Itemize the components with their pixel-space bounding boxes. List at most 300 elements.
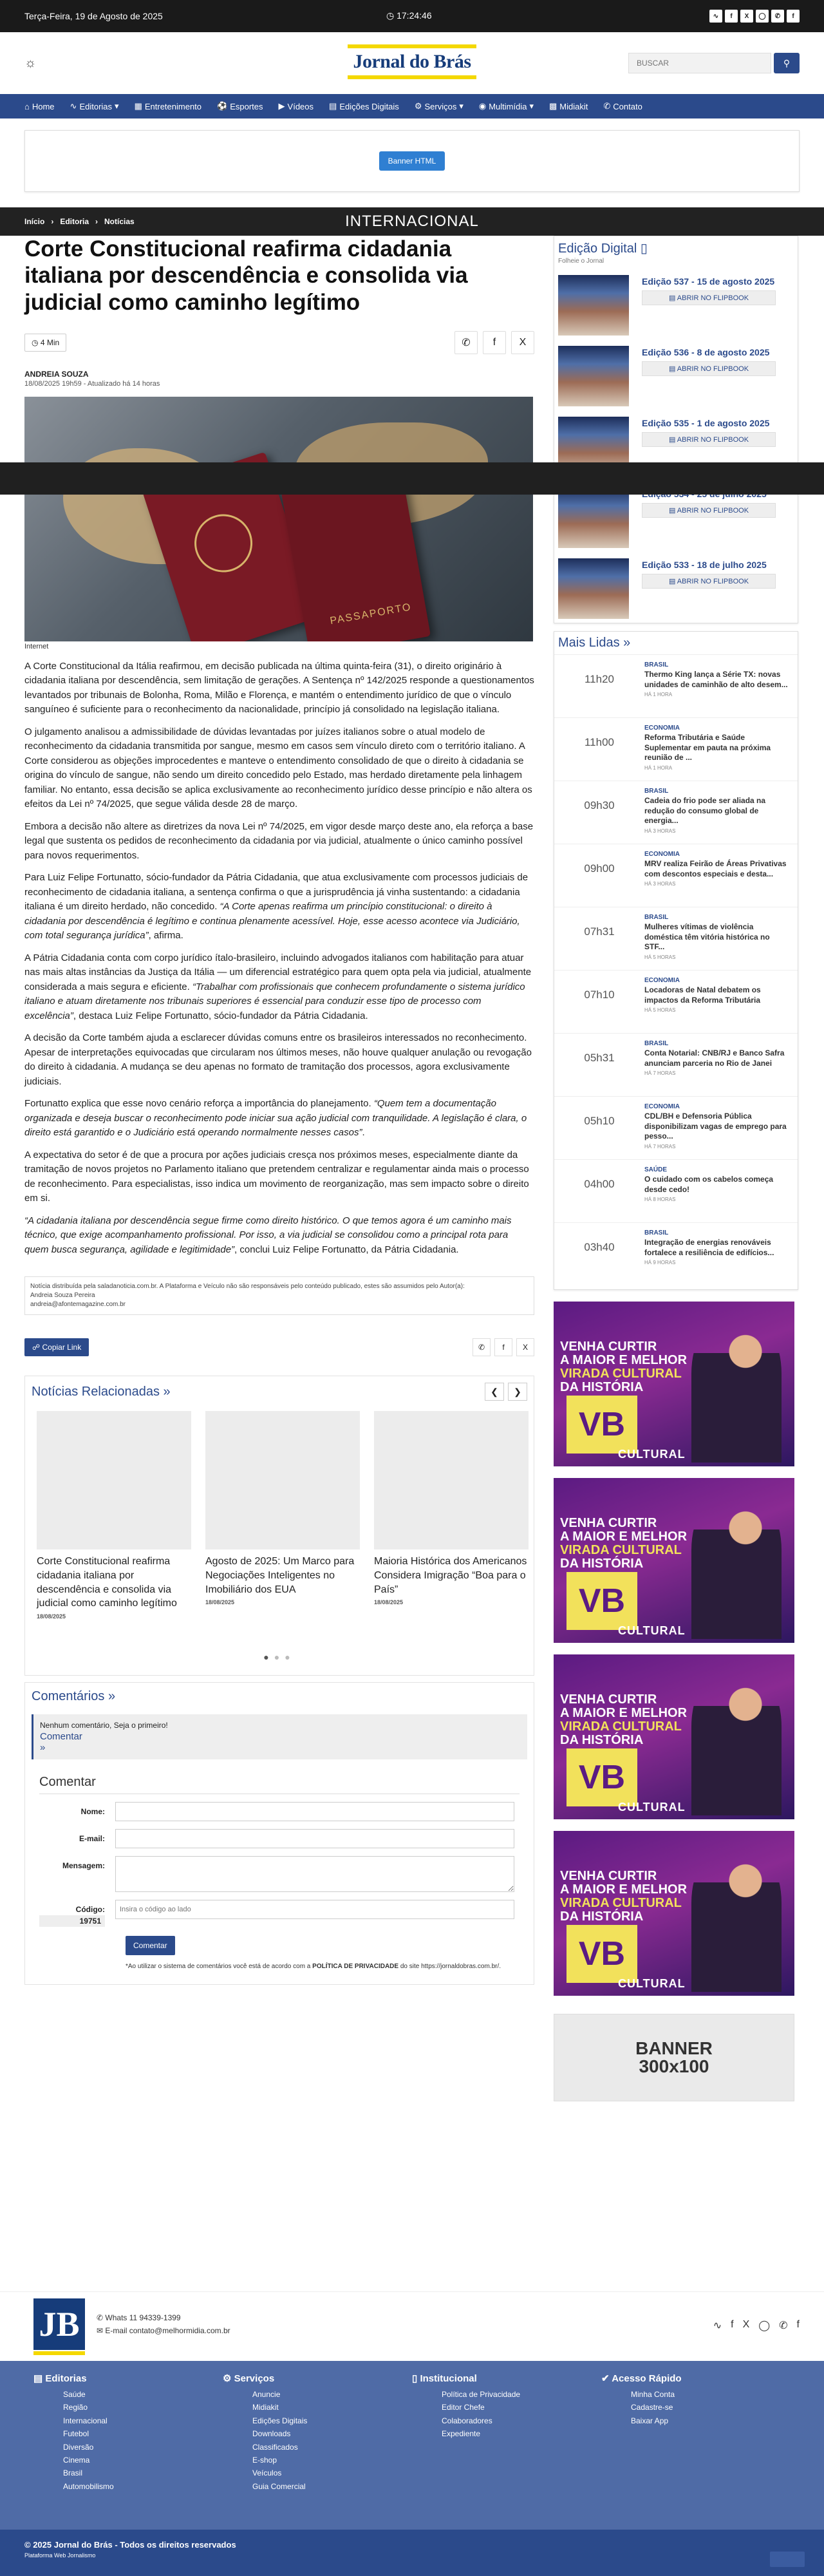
footer-link[interactable]: Baixar App <box>631 2416 669 2425</box>
email-field[interactable] <box>115 1829 514 1848</box>
facebook-share-icon[interactable]: f <box>494 1338 512 1356</box>
nav-videos[interactable] <box>279 101 314 111</box>
x-share-icon[interactable]: X <box>511 331 534 354</box>
nav-label: Multimídia <box>489 101 527 111</box>
banner-line: VIRADA CULTURAL <box>560 1367 682 1381</box>
caret-down-icon: ▾ <box>115 101 119 111</box>
news-time: 07h10 <box>584 989 615 1001</box>
banner-singer <box>691 1314 782 1463</box>
whatsapp-share-icon[interactable]: ✆ <box>473 1338 491 1356</box>
edition-item[interactable] <box>558 346 794 406</box>
card-date: 18/08/2025 <box>37 1613 66 1620</box>
banner-headline <box>560 1340 702 1394</box>
article-title: Corte Constitucional reafirma cidadania italiana por descendência e consolida via judicial como caminho legítimo <box>24 236 468 315</box>
footer-link[interactable]: Política de Privacidade <box>442 2390 521 2399</box>
footer-col-icon: ▤ <box>33 2373 43 2384</box>
footer-link[interactable]: Automobilismo <box>63 2481 114 2491</box>
link-icon: ☍ <box>32 1343 41 1352</box>
edicao-subtitle: Folheie o Jornal <box>558 258 604 265</box>
comment-form <box>39 1775 520 1971</box>
privacy-text: *Ao utilizar o sistema de comentários você está de acordo com a <box>126 1962 313 1970</box>
card-thumbnail <box>205 1411 360 1549</box>
footer-column-title <box>33 2372 223 2384</box>
article-paragraph: O julgamento analisou a admissibilidade de dúvidas levantadas por juízes italianos sobre o atual modelo de reconhecimento da cidadania transmitida por sangue, mesmo em casos sem vínculo direto com o território italiano. A Corte considerou as objeções improcedentes e manteve o entendimento consolidado de que o direito à cidadania se origina do vínculo de sangue, não sendo um direito concedido pelo Estado, mas herdado diretamente pela linhagem familiar. No entanto, essa decisão se aplica exclusivamente ao reconhecimento jurídico desse princípio e não altera os efeitos da Lei nº 74/2025, que segue válida desde 28 de março. <box>24 726 532 810</box>
facebook-f-icon[interactable]: f <box>787 10 800 23</box>
facebook-f-icon[interactable]: f <box>796 2319 800 2330</box>
carousel-dots[interactable]: ●●● <box>263 1651 295 1662</box>
footer-link[interactable]: Saúde <box>63 2390 86 2399</box>
article-paragraph: A decisão da Corte também ajuda a esclarecer dúvidas comuns entre os brasileiros interessados no reconhecimento. Apesar de interpretações equivocadas que circularam nos últimos meses, não houve qualquer anulação ou revogação do direito à cidadania. A mudança se deu apenas no formato de tramitação dos processos, agora exclusivamente judiciais. <box>24 1032 532 1087</box>
news-body <box>644 788 798 837</box>
comments-header <box>32 1689 527 1704</box>
flipbook-label: ABRIR NO FLIPBOOK <box>677 436 749 444</box>
privacy-link[interactable]: POLÍTICA DE PRIVACIDADE <box>312 1962 399 1970</box>
news-body <box>644 1040 798 1090</box>
edition-name: Edição 535 - 1 de agosto 2025 <box>642 418 770 428</box>
comment-link[interactable]: Comentar » <box>40 1731 521 1753</box>
edition-cover <box>558 488 629 548</box>
banner300-line: BANNER <box>635 2038 713 2058</box>
edition-text <box>642 275 794 305</box>
news-headline: MRV realiza Feirão de Áreas Privativas com descontos especiais e desta... <box>644 859 787 878</box>
promo-banner[interactable] <box>554 1302 794 1466</box>
footer-col-icon: ▯ <box>412 2373 418 2384</box>
whatsapp-icon[interactable]: ✆ <box>771 10 784 23</box>
breadcrumb-noticias[interactable]: Notícias <box>104 217 135 226</box>
edition-cover <box>558 558 629 619</box>
breadcrumb <box>24 217 135 226</box>
banner-line: VIRADA CULTURAL <box>560 1719 682 1734</box>
mais-lidas-title-text: Mais Lidas <box>558 636 620 650</box>
footer-col-title-text: Acesso Rápido <box>612 2373 682 2384</box>
nav-label: Entretenimento <box>144 101 202 111</box>
article-paragraph: A Corte Constitucional da Itália reafirmou, em decisão publicada na última quinta-feira (31), o direito originário à cidadania italiana por descendência, sem limitação de gerações. A Sentença nº 142/2025 responde a questionamentos levantados por tribunais de Bolonha, Roma, Milão e Florença, e mantém o entendimento jurídico de que o vínculo sanguíneo é suficiente para o reconhecimento da nacionalidade, princípio já consolidado na legislação italiana. <box>24 660 534 715</box>
footer-column-title <box>223 2372 412 2384</box>
banner-logo: VB <box>566 1748 637 1806</box>
privacy-note <box>126 1962 520 1971</box>
footer-link[interactable]: Midiakit <box>252 2403 279 2412</box>
news-headline: Mulheres vítimas de violência doméstica têm vitória histórica no STF... <box>644 922 770 952</box>
news-body <box>644 1229 798 1279</box>
news-body <box>644 977 798 1027</box>
notice-text: Notícia distribuída pela saladanoticia.com.br. A Plataforma e Veículo não são responsáveis pelo conteúdo publicado, estes são assumidos pelo Autor(a): <box>30 1283 465 1291</box>
x-share-icon[interactable]: X <box>516 1338 534 1356</box>
news-time: 05h10 <box>584 1115 615 1127</box>
nav-editorias[interactable] <box>70 101 119 111</box>
comment-link-label: Comentar <box>40 1730 82 1742</box>
mais-lidas-title: Mais Lidas » <box>558 636 631 650</box>
submit-comment-button[interactable]: Comentar <box>126 1936 175 1955</box>
distribution-notice <box>24 1276 534 1315</box>
mais-lidas-item[interactable] <box>554 844 798 907</box>
article-meta-row <box>24 331 534 354</box>
section-title: INTERNACIONAL <box>345 213 479 230</box>
breadcrumb-sep: › <box>51 217 54 226</box>
nav-label: Editorias <box>79 101 113 111</box>
card-thumbnail <box>374 1411 529 1549</box>
flipbook-button[interactable]: ▤ ABRIR NO FLIPBOOK <box>642 432 776 447</box>
footer-link[interactable]: Brasil <box>63 2468 83 2478</box>
facebook-icon[interactable]: f <box>725 10 738 23</box>
nav-edicoes[interactable] <box>329 101 399 111</box>
edition-item[interactable] <box>558 275 794 336</box>
related-header <box>32 1383 527 1401</box>
nav-label: Vídeos <box>287 101 314 111</box>
carousel-prev-icon[interactable]: ❮ <box>485 1383 504 1401</box>
search-icon: ⚲ <box>783 57 791 68</box>
banner-brand: CULTURAL <box>618 1448 686 1461</box>
edition-text <box>642 558 794 589</box>
current-date: Terça-Feira, 19 de Agosto de 2025 <box>24 11 163 21</box>
mais-lidas-item[interactable] <box>554 1096 798 1159</box>
passport-text: PASSAPORTO <box>329 601 413 627</box>
footer-link[interactable]: Cadastre-se <box>631 2403 673 2412</box>
text-span: A Pátria Cidadania conta com corpo jurídico ítalo-brasileiro, incluindo advogados italianos com habilitação para atuar nas mais altas instâncias da Justiça da Itália — um diferencial estratégico para quem opta pela via judicial, atualmente considerada a mais segura e eficiente. <box>24 952 532 992</box>
text-span: Fortunatto explica que esse novo cenário reforça a importância do planejamento. <box>24 1098 374 1110</box>
edition-item[interactable] <box>558 558 794 619</box>
text-span: , afirma. <box>148 930 183 942</box>
search-input[interactable] <box>628 53 771 73</box>
read-time: 4 Min <box>40 337 60 347</box>
footer-whats <box>97 2311 230 2324</box>
rss-icon[interactable]: ∿ <box>713 2320 722 2331</box>
edicao-title-text: Edição Digital <box>558 242 637 256</box>
logo-bar-bottom <box>348 75 476 79</box>
film-icon: ▦ <box>134 101 142 111</box>
news-body <box>644 851 798 900</box>
footer-link[interactable]: E-shop <box>252 2455 277 2465</box>
copyright-text: © 2025 Jornal do Brás - Todos os direitos reservados <box>24 2540 236 2550</box>
news-headline: Locadoras de Natal debatem os impactos da Reforma Tributária <box>644 985 761 1005</box>
nav-entretenimento[interactable] <box>135 101 201 111</box>
site-header <box>0 32 824 94</box>
news-body <box>644 661 798 711</box>
news-body <box>644 1103 798 1153</box>
footer-link[interactable]: Edições Digitais <box>252 2416 308 2425</box>
sidebar <box>554 236 798 2101</box>
top-social-links <box>709 10 800 23</box>
email-text: E-mail contato@melhormidia.com.br <box>105 2326 230 2336</box>
card-title: Maioria Histórica dos Americanos Considera Imigração “Boa para o País” <box>374 1556 527 1595</box>
edition-text <box>642 417 794 447</box>
news-time: 11h00 <box>584 736 614 748</box>
card-title: Agosto de 2025: Um Marco para Negociações Inteligentes no Imobiliário dos EUA <box>205 1556 355 1595</box>
footer-columns <box>33 2372 791 2493</box>
share-buttons <box>454 331 534 354</box>
flipbook-label: ABRIR NO FLIPBOOK <box>677 294 749 302</box>
footer-logo[interactable]: JB <box>33 2298 85 2350</box>
mais-lidas-item[interactable] <box>554 717 798 781</box>
top-bar <box>0 0 824 32</box>
mais-lidas-item[interactable] <box>554 970 798 1033</box>
article-paragraph <box>24 1097 534 1141</box>
footer-col-title-text: Serviços <box>234 2373 275 2384</box>
code-label <box>39 1900 115 1927</box>
edition-text <box>642 346 794 376</box>
nav-label: Esportes <box>230 101 263 111</box>
nav-esportes[interactable] <box>217 101 263 111</box>
back-to-top-button[interactable] <box>770 2552 805 2567</box>
news-category: ECONOMIA <box>644 977 680 984</box>
article-body <box>24 659 534 1258</box>
edicao-title <box>558 240 794 256</box>
related-card[interactable] <box>374 1411 529 1619</box>
footer-link[interactable]: Expediente <box>442 2429 481 2439</box>
rss-icon[interactable]: ∿ <box>709 10 722 23</box>
site-logo[interactable] <box>348 39 476 85</box>
copy-link-label: Copiar Link <box>42 1343 82 1352</box>
banner300-line: 300x100 <box>639 2056 709 2076</box>
footer-link[interactable]: Veículos <box>252 2468 282 2478</box>
footer-link[interactable]: Anuncie <box>252 2390 281 2399</box>
mais-lidas-item[interactable] <box>554 1159 798 1222</box>
flipbook-label: ABRIR NO FLIPBOOK <box>677 365 749 373</box>
footer-col-title-text: Institucional <box>420 2373 477 2384</box>
article-date: 18/08/2025 19h59 - Atualizado há 14 horas <box>24 379 160 388</box>
form-row <box>39 1856 520 1892</box>
news-category: SAÚDE <box>644 1166 668 1173</box>
article-paragraph <box>24 951 534 1024</box>
banner-line: VENHA CURTIR <box>560 1340 657 1354</box>
related-news <box>24 1376 534 1675</box>
clock-icon: ◷ <box>32 337 39 347</box>
mais-lidas-item[interactable] <box>554 1222 798 1285</box>
edition-name: Edição 537 - 15 de agosto 2025 <box>642 276 775 287</box>
privacy-text: do site https://jornaldobras.com.br/. <box>398 1962 501 1970</box>
ball-icon: ⚽ <box>217 101 228 111</box>
nav-label: Contato <box>613 101 642 111</box>
footer-column-title <box>412 2372 601 2384</box>
instagram-icon[interactable]: ◯ <box>758 2320 771 2331</box>
related-cards <box>32 1411 527 1619</box>
no-comments-box <box>32 1714 527 1759</box>
news-ago: HÁ 7 HORAS <box>644 1143 676 1150</box>
code-label-text: Código: <box>75 1904 105 1914</box>
edition-name: Edição 536 - 8 de agosto 2025 <box>642 347 770 357</box>
news-body <box>644 1166 798 1216</box>
mail-icon: ✉ <box>97 2326 104 2336</box>
nav-label: Serviços <box>424 101 457 111</box>
phone-icon: ✆ <box>603 101 611 111</box>
banner-singer <box>691 1667 782 1815</box>
promo-banner[interactable] <box>554 1654 794 1819</box>
article-paragraph: A expectativa do setor é de que a procura por ações judiciais cresça nos próximos meses, especialmente diante da tramitação de novos projetos no Parlamento italiano que pretendem centralizar e regulamentar ainda mais o processo de reconhecimento. Para especialistas, isso indica um movimento de reorganização, mas sem impacto sobre o direito em si. <box>24 1149 529 1204</box>
news-headline: O cuidado com os cabelos começa desde cedo! <box>644 1175 774 1194</box>
promo-banner[interactable] <box>554 1478 794 1643</box>
related-title-text: Notícias Relacionadas <box>32 1384 160 1399</box>
flipbook-button[interactable]: ▤ ABRIR NO FLIPBOOK <box>642 290 776 305</box>
banner-line: DA HISTÓRIA <box>560 1733 644 1747</box>
quote: “Quem tem a documentação organizada e deseja buscar o reconhecimento pode iniciar sua ação judicial com tranquilidade. A legislação é clara, o direito está garantido e o Judiciário está operando normalmente nesses casos” <box>24 1098 527 1139</box>
banner-300x100[interactable] <box>554 2014 794 2101</box>
bottom-share-buttons <box>473 1338 534 1356</box>
quote: “Trabalhar com profissionais que conhecem profundamente o sistema jurídico italiano e atuam diretamente nos tribunais superiores é essencial para conduzir esse tipo de processo com excelência” <box>24 981 525 1021</box>
mais-lidas-item[interactable] <box>554 1033 798 1096</box>
read-time-badge <box>24 334 66 352</box>
banner-line: VIRADA CULTURAL <box>560 1543 682 1557</box>
edition-name: Edição 533 - 18 de julho 2025 <box>642 560 767 570</box>
search-button[interactable] <box>774 53 800 73</box>
email-label: E-mail: <box>79 1833 105 1843</box>
text-span: , conclui Luiz Felipe Fortunatto, da Pátria Cidadania. <box>234 1244 459 1255</box>
footer-col-icon: ✔ <box>601 2373 610 2384</box>
quote: “A cidadania italiana por descendência segue firme como direito histórico. O que temos agora é um caminho mais técnico, que exige acompanhamento profissional. Por isso, a via judicial se consolidou como a principal rota para quem busca segurança, agilidade e legitimidade” <box>24 1215 512 1255</box>
article-paragraph: Embora a decisão não altere as diretrizes da nova Lei nº 74/2025, em vigor desde março deste ano, ela reforça a base legal que sustenta os pedidos de reconhecimento da cidadania por via judicial, atualmente o único caminho possível para novos requerimentos. <box>24 820 534 861</box>
flipbook-button[interactable]: ▤ ABRIR NO FLIPBOOK <box>642 503 776 518</box>
comments-title: Comentários » <box>32 1689 116 1703</box>
newspaper-icon: ▤ <box>329 101 337 111</box>
news-ago: HÁ 5 HORAS <box>644 954 676 960</box>
main-nav <box>0 94 824 118</box>
news-category: ECONOMIA <box>644 1103 680 1110</box>
message-field[interactable] <box>115 1856 514 1892</box>
form-row <box>39 1829 520 1848</box>
banner-line: VENHA CURTIR <box>560 1516 657 1530</box>
footer-link[interactable]: Downloads <box>252 2429 291 2439</box>
banner-headline <box>560 1693 702 1747</box>
whatsapp-icon[interactable]: ✆ <box>779 2320 788 2331</box>
nav-midiakit[interactable] <box>549 101 588 111</box>
banner-line: A MAIOR E MELHOR <box>560 1882 688 1897</box>
gear-icon: ⚙ <box>414 101 422 111</box>
news-time: 07h31 <box>584 925 615 938</box>
text-span: Para Luiz Felipe Fortunatto, sócio-fundador da Pátria Cidadania, que atua exclusivamente com processos judiciais de reconhecimento de cidadania italiana, a sentença confirma o que a jurisprudência já vinha sustentando: a cidadania italiana é um direito herdado, não concedido. <box>24 872 529 913</box>
current-time: 17:24:46 <box>397 10 432 21</box>
captcha-code: 19751 <box>39 1915 105 1927</box>
banner-headline <box>560 1870 702 1924</box>
news-ago: HÁ 9 HORAS <box>644 1260 676 1266</box>
x-icon[interactable]: X <box>740 10 753 23</box>
facebook-share-icon[interactable]: f <box>483 331 506 354</box>
news-headline: CDL/BH e Defensoria Pública disponibilizam vagas de emprego para pesso... <box>644 1112 787 1141</box>
banner-brand: CULTURAL <box>618 1624 686 1637</box>
flipbook-button[interactable]: ▤ ABRIR NO FLIPBOOK <box>642 574 776 589</box>
passport-emblem-icon <box>187 507 259 580</box>
nav-home[interactable] <box>24 102 55 111</box>
article-photo <box>24 397 533 641</box>
footer-link[interactable]: Guia Comercial <box>252 2481 306 2491</box>
rss-small-icon: ∿ <box>70 101 77 111</box>
article-column <box>24 236 534 1985</box>
news-time: 04h00 <box>584 1178 615 1190</box>
footer-links <box>0 2361 824 2530</box>
name-field[interactable] <box>115 1802 514 1821</box>
caret-down-icon: ▾ <box>459 101 464 111</box>
mais-lidas-item[interactable] <box>554 781 798 844</box>
footer-link[interactable]: Internacional <box>63 2416 108 2425</box>
news-ago: HÁ 5 HORAS <box>644 1007 676 1014</box>
footer-column <box>412 2372 601 2493</box>
footer-column-title <box>601 2372 791 2384</box>
news-category: BRASIL <box>644 1229 669 1236</box>
news-category: BRASIL <box>644 788 669 795</box>
carousel-next-icon[interactable]: ❯ <box>508 1383 527 1401</box>
news-ago: HÁ 1 HORA <box>644 692 673 698</box>
footer-link[interactable]: Região <box>63 2403 88 2412</box>
footer-link[interactable]: Classificados <box>252 2442 298 2452</box>
banner-line: VIRADA CULTURAL <box>560 1896 682 1910</box>
promo-banner[interactable] <box>554 1831 794 1996</box>
breadcrumb-editoria[interactable]: Editoria <box>60 217 89 226</box>
nav-servicos[interactable] <box>415 101 464 111</box>
banner-line: A MAIOR E MELHOR <box>560 1353 688 1367</box>
text-span: , destaca Luiz Felipe Fortunatto, sócio-fundador da Pátria Cidadania. <box>73 1010 368 1021</box>
news-ago: HÁ 1 HORA <box>644 764 673 771</box>
card-thumbnail <box>37 1411 191 1549</box>
edition-cover <box>558 275 629 336</box>
name-label: Nome: <box>80 1806 105 1816</box>
captcha-field[interactable] <box>115 1900 514 1919</box>
footer-link[interactable]: Cinema <box>63 2455 90 2465</box>
footer-link[interactable]: Editor Chefe <box>442 2403 485 2412</box>
footer-link[interactable]: Minha Conta <box>631 2390 675 2399</box>
footer-link[interactable]: Diversão <box>63 2442 94 2452</box>
banner-html-button[interactable]: Banner HTML <box>379 151 445 171</box>
article-paragraph <box>24 871 534 943</box>
edicao-digital-box <box>554 236 798 623</box>
mais-lidas-item[interactable] <box>554 654 798 717</box>
footer-socials <box>713 2319 800 2332</box>
nav-label: Home <box>32 101 55 111</box>
news-headline: Reforma Tributária e Saúde Suplementar em pauta na próxima reunião de ... <box>644 733 771 762</box>
mais-lidas-box <box>554 631 798 1290</box>
news-headline: Conta Notarial: CNB/RJ e Banco Safra anunciam parceria no Rio de Janei <box>644 1048 785 1068</box>
flipbook-label: ABRIR NO FLIPBOOK <box>677 578 749 585</box>
news-body <box>644 914 798 963</box>
comments-section <box>24 1682 534 1985</box>
mais-lidas-item[interactable] <box>554 907 798 970</box>
notice-author: Andreia Souza Pereira <box>30 1292 95 1300</box>
top-ad-slot <box>24 130 800 192</box>
footer-link[interactable]: Colaboradores <box>442 2416 492 2425</box>
card-date: 18/08/2025 <box>374 1599 404 1606</box>
camera-icon: ◉ <box>478 101 487 111</box>
comment-form-title: Comentar <box>39 1775 520 1794</box>
theme-toggle-sun-icon[interactable]: ☼ <box>24 55 37 70</box>
news-headline: Cadeia do frio pode ser aliada na redução do consumo global de energia... <box>644 796 766 826</box>
flipbook-label: ABRIR NO FLIPBOOK <box>677 507 749 515</box>
sticky-header-overlay <box>0 462 824 495</box>
banner-brand: CULTURAL <box>618 1801 686 1814</box>
footer-link[interactable]: Futebol <box>63 2429 89 2439</box>
banner-singer <box>691 1844 782 1992</box>
x-icon[interactable]: X <box>742 2319 750 2330</box>
text-span: . <box>362 1127 365 1139</box>
edition-item[interactable] <box>558 488 794 548</box>
related-title: Notícias Relacionadas » <box>32 1384 171 1399</box>
breadcrumb-inicio[interactable]: Início <box>24 217 45 226</box>
instagram-icon[interactable]: ◯ <box>756 10 769 23</box>
nav-multimidia[interactable] <box>479 101 534 111</box>
form-row <box>39 1900 520 1927</box>
card-date: 18/08/2025 <box>205 1599 235 1606</box>
copy-link-button[interactable] <box>24 1338 89 1356</box>
home-icon: ⌂ <box>24 101 30 111</box>
author-name: ANDREIA SOUZA <box>24 369 89 379</box>
facebook-icon[interactable]: f <box>731 2319 734 2330</box>
banner-logo: VB <box>566 1396 637 1454</box>
footer-column <box>223 2372 412 2493</box>
section-bar <box>0 207 824 236</box>
banner-logo: VB <box>566 1925 637 1983</box>
nav-contato[interactable] <box>603 101 642 111</box>
related-card[interactable] <box>205 1411 360 1619</box>
caret-down-icon: ▾ <box>529 101 534 111</box>
whatsapp-share-icon[interactable]: ✆ <box>454 331 478 354</box>
related-card[interactable] <box>37 1411 191 1619</box>
flipbook-button[interactable]: ▤ ABRIR NO FLIPBOOK <box>642 361 776 376</box>
nav-label: Midiakit <box>559 101 588 111</box>
